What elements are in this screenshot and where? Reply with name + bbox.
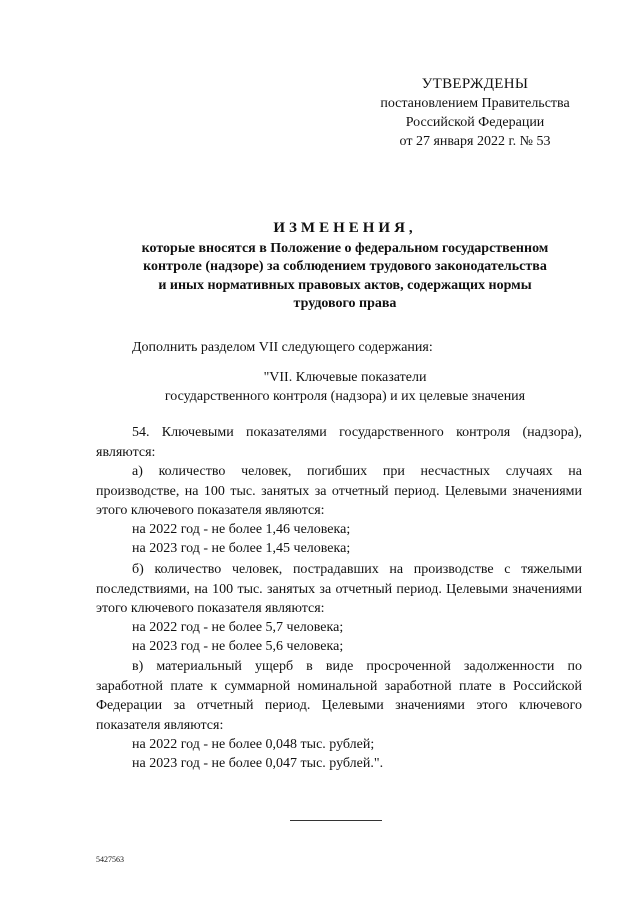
approval-line-4: от 27 января 2022 г. № 53 — [399, 134, 551, 149]
paragraph-54: 54. Ключевыми показателями государственного контроля (надзора), являются: — [96, 425, 582, 460]
end-divider — [290, 820, 382, 821]
title-line-2: контроле (надзоре) за соблюдением трудового законодательства — [143, 259, 547, 274]
title-line-3: и иных нормативных правовых актов, содержащих нормы — [158, 277, 532, 293]
paragraph-c: в) материальный ущерб в виде просроченной задолженности по заработной плате к суммарной номинальной заработной плате в Российской Федерации за отчетный период. Целевыми значениями этого ключевого показателя являются: — [96, 659, 582, 733]
section-line-1: "VII. Ключевые показатели — [263, 370, 427, 385]
approval-line-3: Российской Федерации — [405, 115, 545, 130]
paragraph-b: б) количество человек, пострадавших на производстве с тяжелыми последствиями, на 100 тыс. занятых за отчетный период. Целевыми значениями этого ключевого показателя являются: — [96, 562, 582, 616]
intro-text: Дополнить разделом VII следующего содержания: — [132, 340, 433, 355]
paragraph-a-2023: на 2023 год - не более 1,45 человека; — [132, 541, 351, 556]
section-heading — [90, 368, 600, 406]
paragraph-b-2022: на 2022 год - не более 5,7 человека; — [132, 620, 344, 635]
document-number: 5427563 — [96, 855, 124, 864]
approval-line-2: постановлением Правительства — [380, 96, 570, 111]
paragraph-a: а) количество человек, погибших при несчастных случаях на производстве, на 100 тыс. занятых за отчетный период. Целевыми значениями этого ключевого показателя являются: — [96, 464, 582, 518]
title-line-1: которые вносятся в Положение о федеральном государственном — [141, 240, 549, 256]
paragraph-a-2022: на 2022 год - не более 1,46 человека; — [132, 522, 351, 537]
title-heading: ИЗМЕНЕНИЯ, — [273, 220, 417, 236]
approval-stamp — [360, 75, 590, 151]
approval-title: УТВЕРЖДЕНЫ — [421, 76, 529, 92]
document-title — [100, 219, 590, 314]
section-line-2: государственного контроля (надзора) и их целевые значения — [164, 389, 526, 404]
paragraph-c-2023: на 2023 год - не более 0,047 тыс. рублей.". — [132, 756, 384, 771]
paragraph-b-2023: на 2023 год - не более 5,6 человека; — [132, 639, 344, 654]
title-line-4: трудового права — [293, 296, 397, 311]
paragraph-c-2022: на 2022 год - не более 0,048 тыс. рублей; — [132, 737, 375, 752]
